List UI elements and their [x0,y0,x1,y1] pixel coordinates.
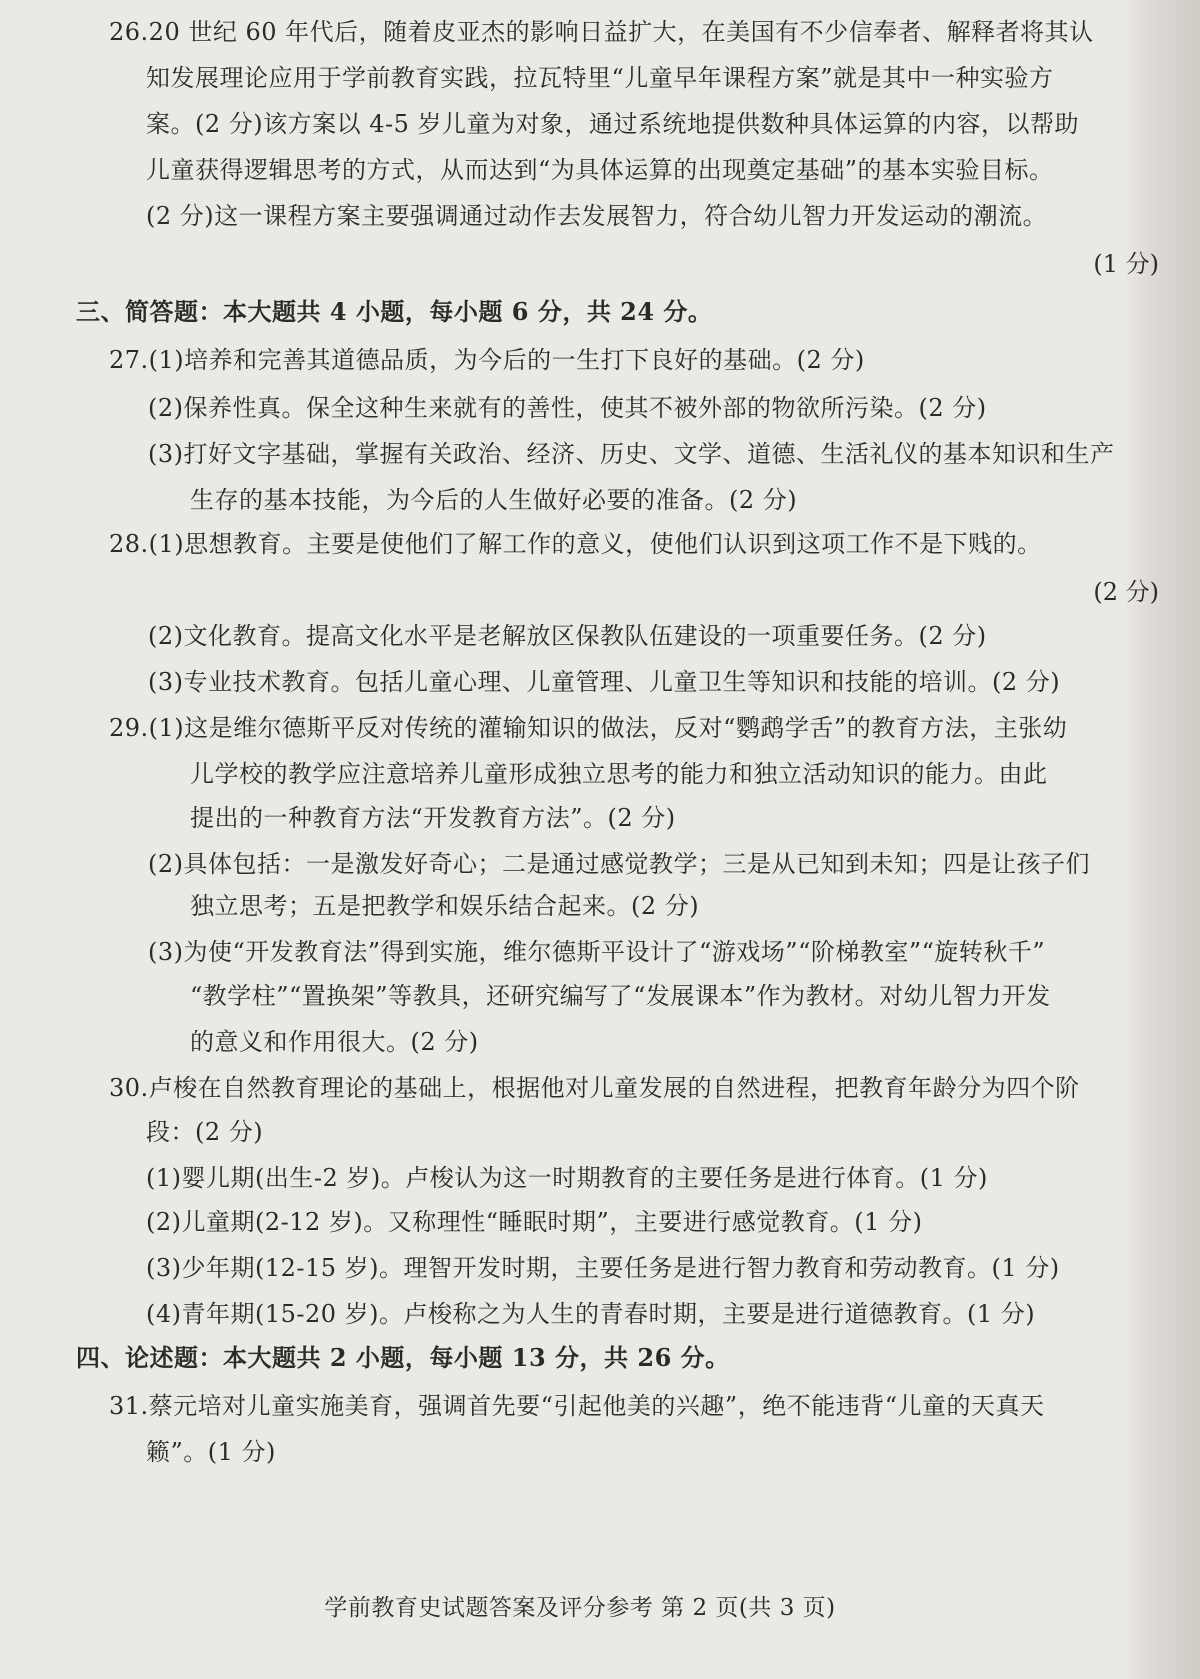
q29-line-7: “教学柱”“置换架”等教具，还研究编写了“发展课本”作为教材。对幼儿智力开发 [190,982,1051,1010]
q27-line-2: (2)保养性真。保全这种生来就有的善性，使其不被外部的物欲所污染。(2 分) [148,394,987,422]
section-4-heading: 四、论述题：本大题共 2 小题，每小题 13 分，共 26 分。 [76,1343,730,1372]
section-3-heading: 三、简答题：本大题共 4 小题，每小题 6 分，共 24 分。 [76,297,713,326]
q28-line-3: (2)文化教育。提高文化水平是老解放区保教队伍建设的一项重要任务。(2 分) [148,622,987,650]
q29-line-2: 儿学校的教学应注意培养儿童形成独立思考的能力和独立活动知识的能力。由此 [190,760,1048,788]
q26-score: (1 分) [1093,250,1159,278]
q30-line-3: (1)婴儿期(出生-2 岁)。卢梭认为这一时期教育的主要任务是进行体育。(1 分) [146,1164,988,1192]
q29-line-6: (3)为使“开发教育法”得到实施，维尔德斯平设计了“游戏场”“阶梯教室”“旋转秋千” [148,938,1046,966]
page-footer: 学前教育史试题答案及评分参考 第 2 页(共 3 页) [324,1595,836,1621]
q27-line-3: (3)打好文字基础，掌握有关政治、经济、历史、文学、道德、生活礼仪的基本知识和生产 [148,440,1115,468]
q29-line-5: 独立思考；五是把教学和娱乐结合起来。(2 分) [190,892,700,920]
q28-score: (2 分) [1093,578,1159,606]
q26-line-4: 儿童获得逻辑思考的方式，从而达到“为具体运算的出现奠定基础”的基本实验目标。 [146,156,1054,184]
q26-line-1: 26.20 世纪 60 年代后，随着皮亚杰的影响日益扩大，在美国有不少信奉者、解释者将其认 [109,18,1094,46]
q26-line-2: 知发展理论应用于学前教育实践，拉瓦特里“儿童早年课程方案”就是其中一种实验方 [146,64,1054,92]
q29-line-1: 29.(1)这是维尔德斯平反对传统的灌输知识的做法，反对“鹦鹉学舌”的教育方法，主张幼 [109,714,1068,742]
q30-line-4: (2)儿童期(2-12 岁)。又称理性“睡眠时期”，主要进行感觉教育。(1 分) [146,1208,923,1236]
q30-line-2: 段：(2 分) [146,1118,264,1146]
q29-line-8: 的意义和作用很大。(2 分) [190,1028,479,1056]
q29-line-4: (2)具体包括：一是激发好奇心；二是通过感觉教学；三是从已知到未知；四是让孩子们 [148,850,1090,878]
q31-line-1: 31.蔡元培对儿童实施美育，强调首先要“引起他美的兴趣”，绝不能违背“儿童的天真天 [109,1392,1045,1420]
q27-line-4: 生存的基本技能，为今后的人生做好必要的准备。(2 分) [190,486,798,514]
q27-line-1: 27.(1)培养和完善其道德品质，为今后的一生打下良好的基础。(2 分) [109,346,865,374]
q26-line-3: 案。(2 分)该方案以 4-5 岁儿童为对象，通过系统地提供数种具体运算的内容，以帮助 [146,110,1080,138]
q31-line-2: 籁”。(1 分) [146,1438,276,1466]
q29-line-3: 提出的一种教育方法“开发教育方法”。(2 分) [190,804,676,832]
q30-line-1: 30.卢梭在自然教育理论的基础上，根据他对儿童发展的自然进程，把教育年龄分为四个阶 [109,1074,1080,1102]
q28-line-1: 28.(1)思想教育。主要是使他们了解工作的意义，使他们认识到这项工作不是下贱的。 [109,530,1042,558]
q30-line-6: (4)青年期(15-20 岁)。卢梭称之为人生的青春时期，主要是进行道德教育。(1 分) [146,1300,1036,1328]
q28-line-4: (3)专业技术教育。包括儿童心理、儿童管理、儿童卫生等知识和技能的培训。(2 分) [148,668,1061,696]
q30-line-5: (3)少年期(12-15 岁)。理智开发时期，主要任务是进行智力教育和劳动教育。(1 分) [146,1254,1060,1282]
q26-line-5: (2 分)这一课程方案主要强调通过动作去发展智力，符合幼儿智力开发运动的潮流。 [146,202,1048,230]
